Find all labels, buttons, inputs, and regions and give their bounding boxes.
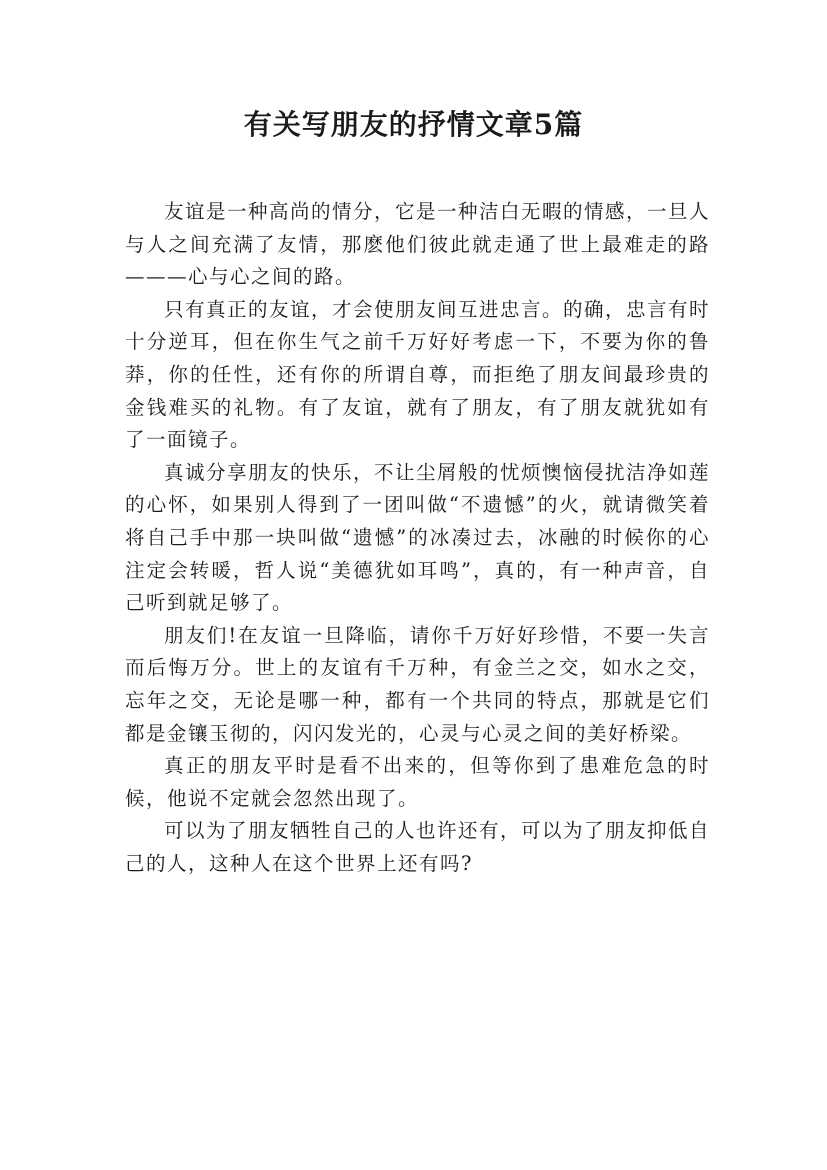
document-title: 有关写朋友的抒情文章5篇 [243,108,584,141]
document-body [125,196,710,880]
paragraph-6: 可以为了朋友牺牲自己的人也许还有，可以为了朋友抑低自己的人，这种人在这个世界上还有吗? [125,819,711,875]
paragraph-1: 友谊是一种高尚的情分，它是一种洁白无暇的情感，一旦人与人之间充满了友情，那麽他们彼此就走通了世上最难走的路———心与心之间的路。 [125,200,711,289]
paragraph-2: 只有真正的友谊，才会使朋友间互进忠言。的确，忠言有时十分逆耳，但在你生气之前千万好好考虑一下，不要为你的鲁莽，你的任性，还有你的所谓自尊，而拒绝了朋友间最珍贵的金钱难买的礼物。有了友谊，就有了朋友，有了朋友就犹如有了一面镜子。 [125,297,711,452]
paragraph-3: 真诚分享朋友的快乐，不让尘屑般的忧烦懊恼侵扰洁净如莲的心怀，如果别人得到了一团叫做“不遗憾”的火，就请微笑着将自己手中那一块叫做“遗憾”的冰凑过去，冰融的时候你的心注定会转暖，哲人说“美德犹如耳鸣”，真的，有一种声音，自己听到就足够了。 [125,460,711,615]
paragraph-5: 真正的朋友平时是看不出来的，但等你到了患难危急的时候，他说不定就会忽然出现了。 [125,754,710,810]
paragraph-4: 朋友们!在友谊一旦降临，请你千万好好珍惜，不要一失言而后悔万分。世上的友谊有千万种，有金兰之交，如水之交，忘年之交，无论是哪一种，都有一个共同的特点，那就是它们都是金镶玉彻的，闪闪发光的，心灵与心灵之间的美好桥梁。 [125,623,710,745]
